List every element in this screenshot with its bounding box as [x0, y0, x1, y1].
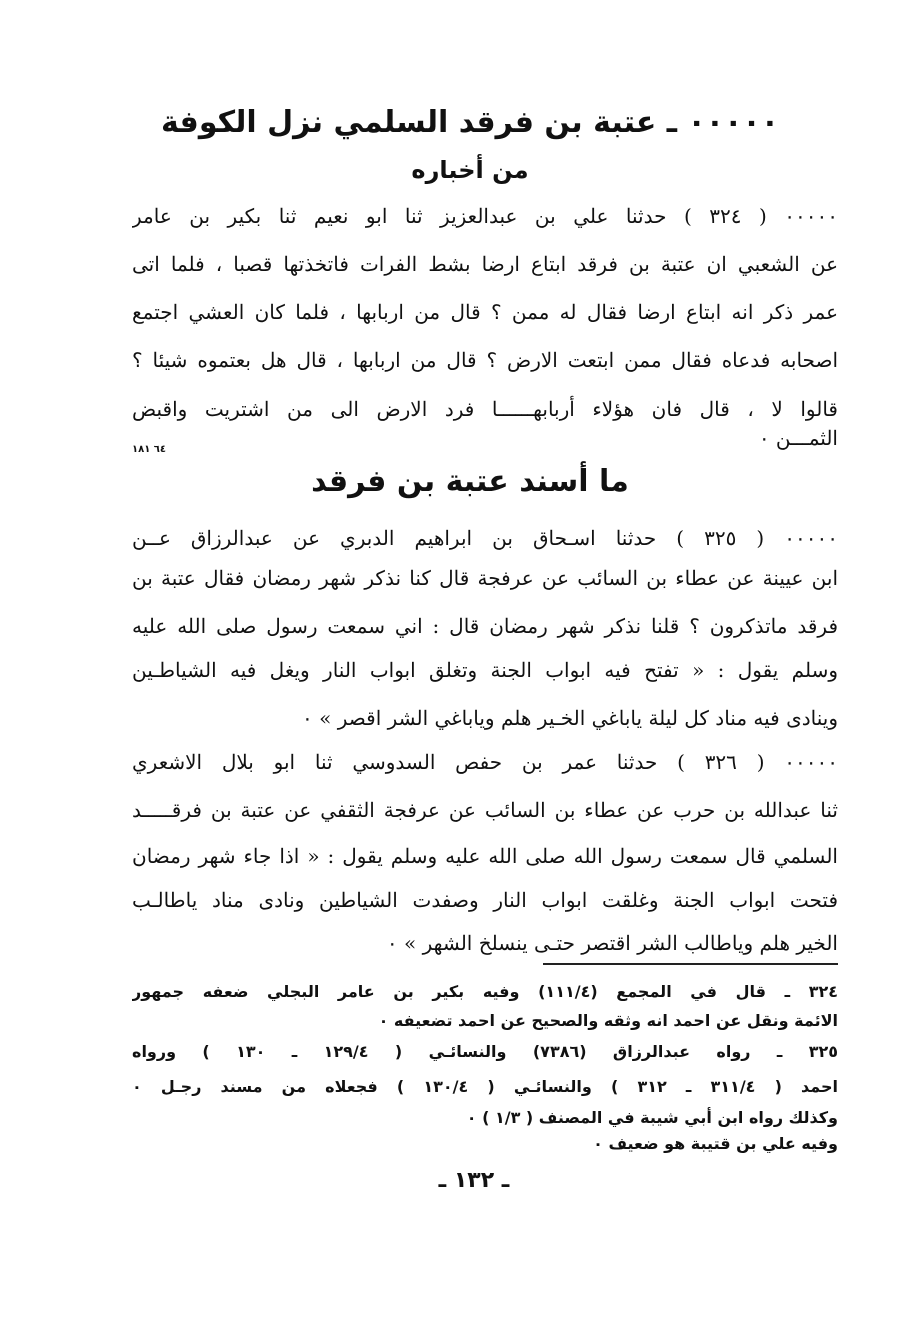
text-line: فتحت ابواب الجنة وغلقت ابواب النار وصفدت الشياطين ونادى مناد ياطالـب	[132, 888, 838, 912]
text-line: ابن عيينة عن عطاء بن السائب عن عرفجة قال كنا نذكر شهر رمضان فقال عتبة بن	[132, 566, 838, 590]
entry-subtitle: من أخباره	[411, 156, 529, 184]
footnote-line: الائمة ونقل عن احمد انه وثقه والصحيح عن احمد تضعيفه ٠	[378, 1011, 838, 1030]
text-line: ٠٠٠٠٠ ( ٣٢٤ ) حدثنا علي بن عبدالعزيز ثنا ابو نعيم ثنا بكير بن عامر	[132, 204, 838, 228]
text-line: عمر ذكر انه ابتاع ارضا فقال له ممن ؟ قال من اربابها ، فلما كان العشي اجتمع	[132, 300, 838, 324]
entry-title: ٠٠٠٠٠ ـ عتبة بن فرقد السلمي نزل الكوفة	[160, 105, 780, 140]
text-line: ٠٠٠٠٠ ( ٣٢٦ ) حدثنا عمر بن حفص السدوسي ثنا ابو بلال الاشعري	[132, 750, 838, 774]
text-line: السلمي قال سمعت رسول الله صلى الله عليه وسلم يقول : « اذا جاء شهر رمضان	[132, 844, 838, 868]
text-line: فرقد ماتذكرون ؟ قلنا نذكر شهر رمضان قال : اني سمعت رسول صلى الله عليه	[132, 614, 838, 638]
text-line: وسلم يقول : « تفتح فيه ابواب الجنة وتغلق ابواب النار ويغل فيه الشياطـين	[132, 658, 838, 682]
text-line: ثنا عبدالله بن حرب عن عطاء بن السائب عن عرفجة الثقفي عن عتبة بن فرقـــــد	[132, 798, 838, 822]
footnote-line: احمد ( ٣١١/٤ ـ ٣١٢ ) والنسائـي ( ١٣٠/٤ ) فجعلاه من مسند رجـل ٠	[132, 1077, 838, 1096]
text-line: عن الشعبي ان عتبة بن فرقد ابتاع ارضا بشط الفرات فاتخذتها قصبا ، فلما اتى	[132, 252, 838, 276]
footnote-divider	[543, 963, 838, 965]
text-line: اصحابه فدعاه فقال ممن ابتعت الارض ؟ قال من اربابها ، قال هل بعتموه شيئا ؟	[132, 348, 838, 372]
text-line: قالوا لا ، قال فان هؤلاء أربابهــــــا فرد الارض الى من اشتريت واقبض	[132, 397, 838, 421]
page-marker: ٦٤ ١٨١	[132, 444, 167, 455]
text-line: الخير هلم وياطالب الشر اقتصر حتـى ينسلخ الشهر » ٠	[386, 931, 838, 955]
footnote-line: وفيه علي بن قتيبة هو ضعيف ٠	[593, 1134, 838, 1153]
footnote-line: وكذلك رواه ابن أبي شيبة في المصنف ( ١/٣ ) ٠	[466, 1108, 838, 1127]
section-heading: ما أسند عتبة بن فرقد	[311, 464, 629, 499]
footnote-line: ٣٢٥ ـ رواه عبدالرزاق (٧٣٨٦) والنسائـي ( ١٢٩/٤ ـ ١٣٠ ) ورواه	[132, 1042, 838, 1061]
page-number: ـ ١٣٢ ـ	[438, 1168, 510, 1193]
footnote-line: ٣٢٤ ـ قال في المجمع (١١١/٤) وفيه بكير بن عامر البجلي ضعفه جمهور	[132, 982, 838, 1001]
text-line: الثمـــن ٠	[758, 426, 838, 450]
text-line: وينادى فيه مناد كل ليلة ياباغي الخـير هلم وياباغي الشر اقصر » ٠	[302, 706, 838, 730]
text-line: ٠٠٠٠٠ ( ٣٢٥ ) حدثنا اسـحاق بن ابراهيم الدبري عن عبدالرزاق عــن	[132, 526, 838, 550]
